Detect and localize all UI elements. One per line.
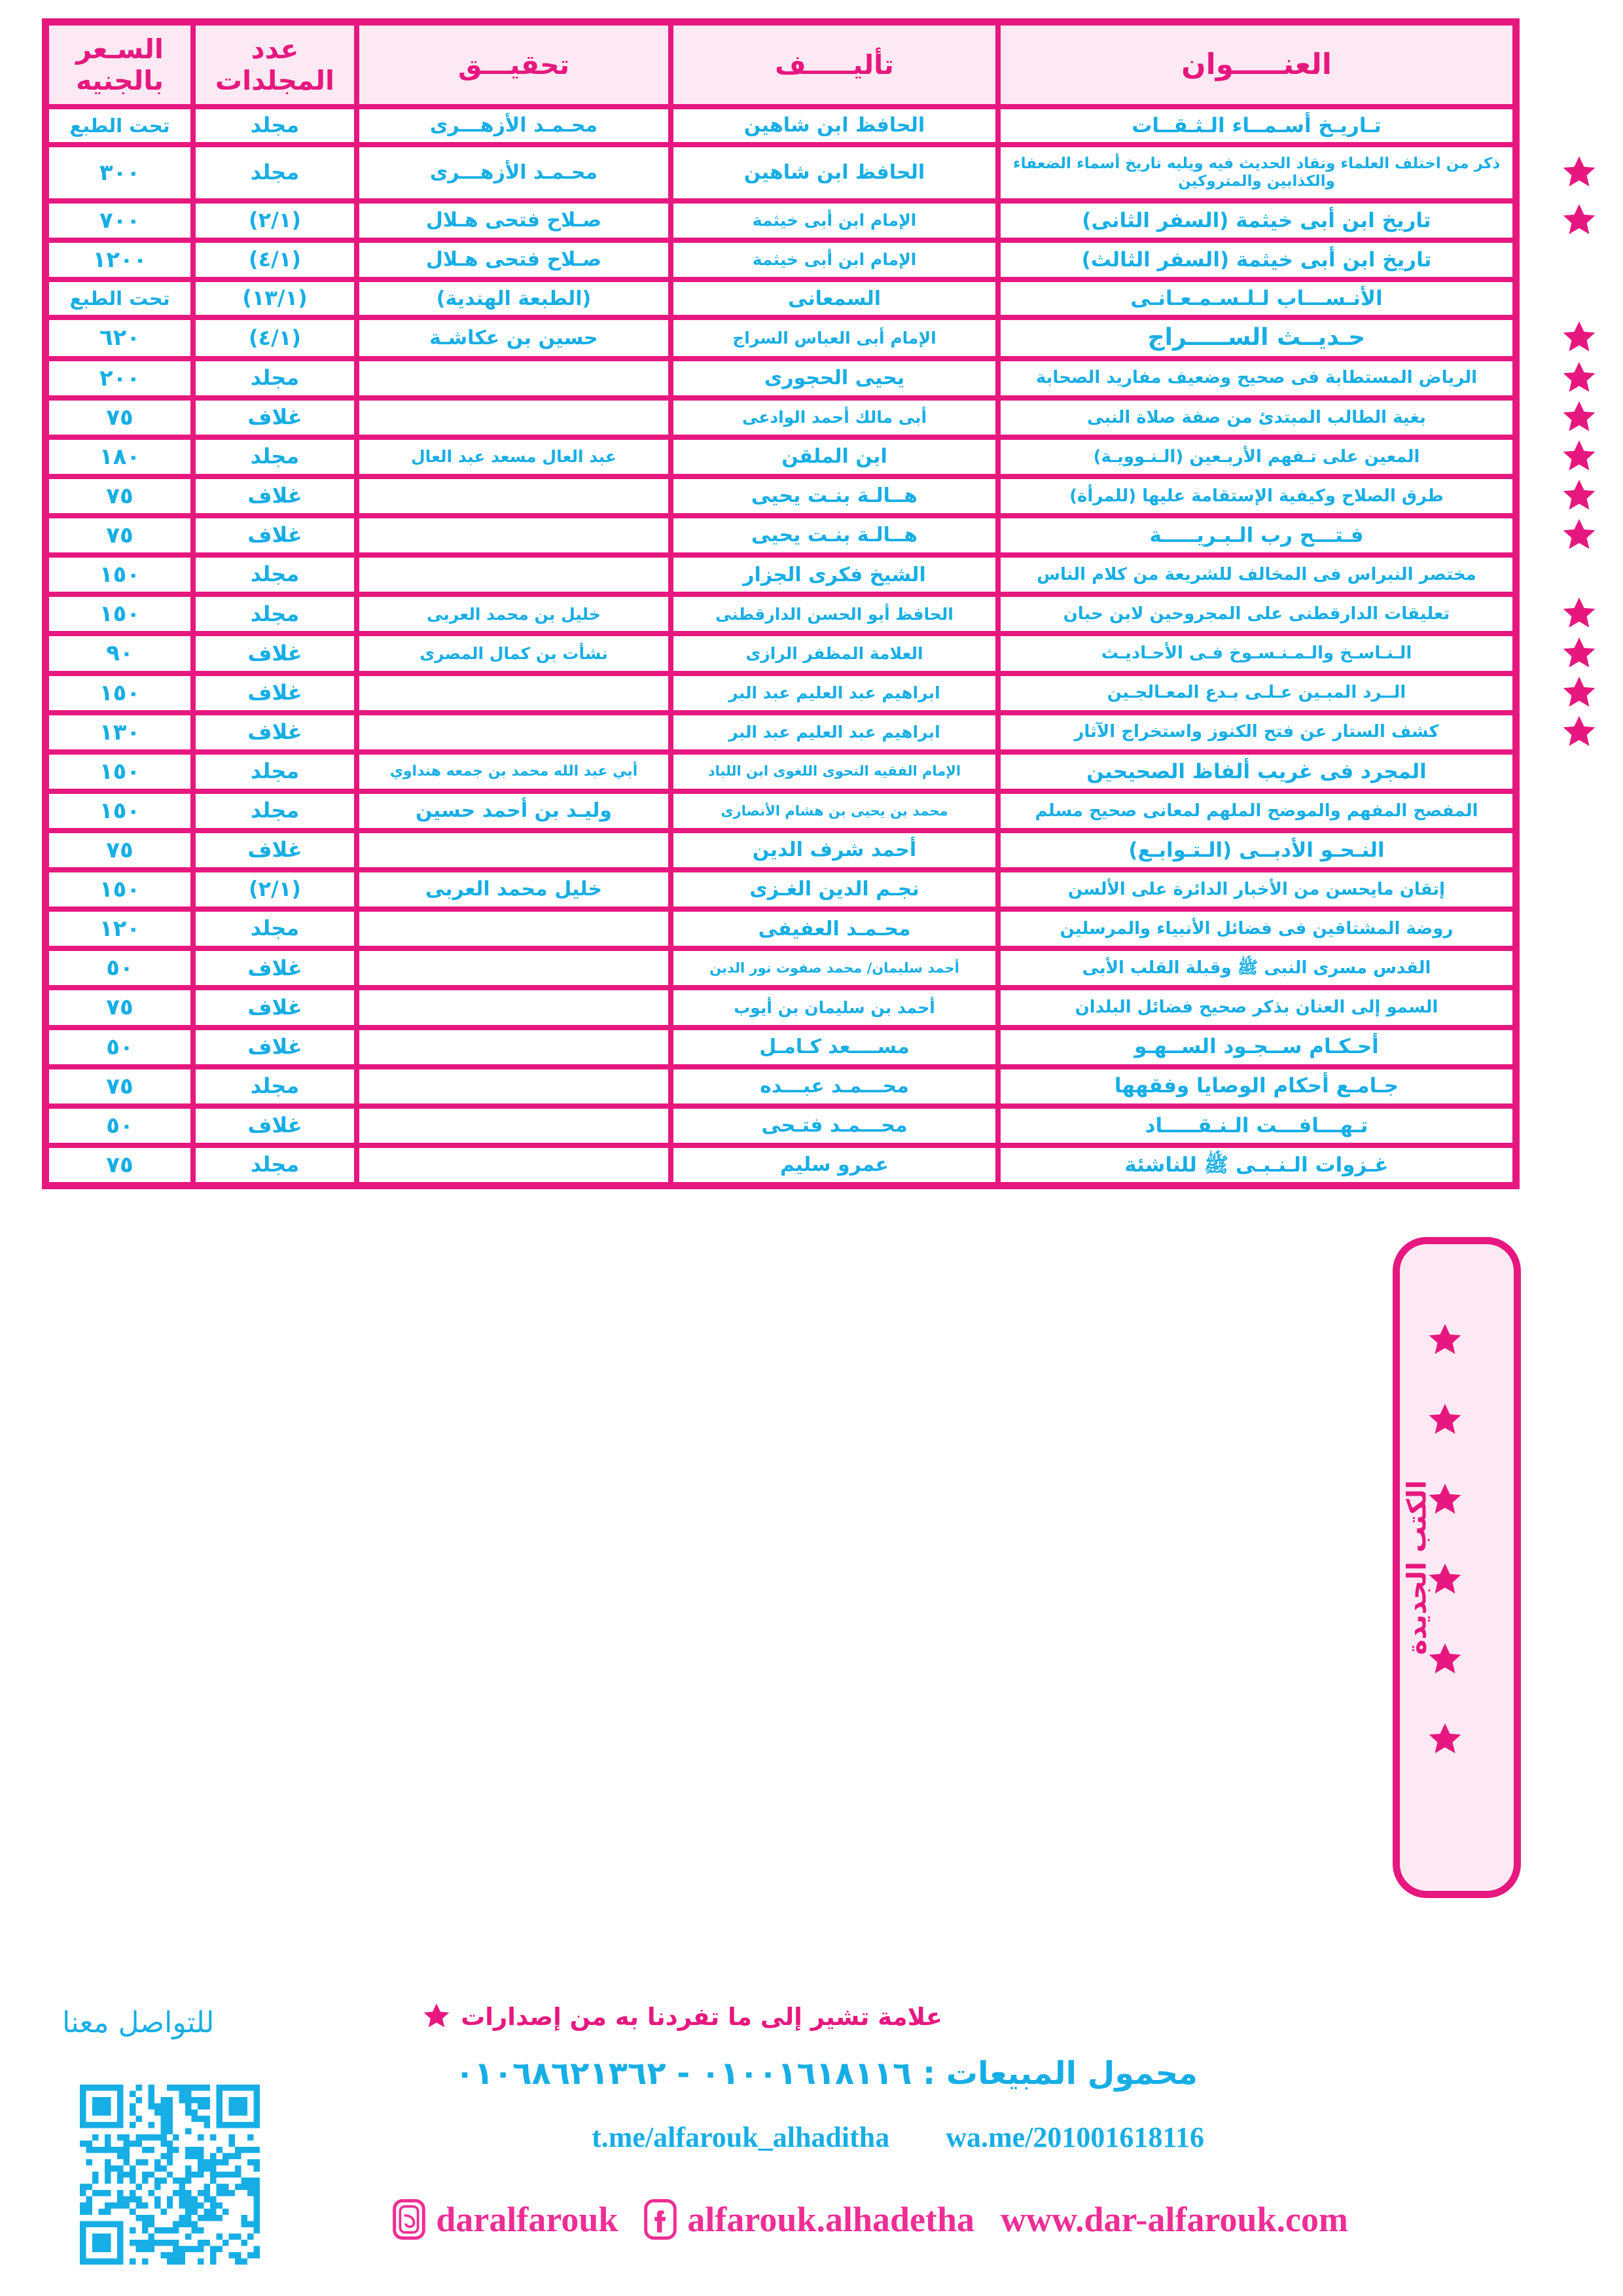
cell-price: ٧٥ — [46, 831, 193, 870]
star-marker — [1560, 713, 1598, 751]
cell-author: هــالـة بنـت يحيى — [671, 476, 998, 516]
cell-volumes: (٤/١) — [193, 317, 357, 358]
cell-price: ٧٥ — [46, 1145, 193, 1185]
cell-price: ٧٥ — [46, 988, 193, 1027]
table-header — [46, 23, 1515, 107]
table-row — [46, 1106, 1515, 1145]
cell-title: إتقان مايحسن من الأخبار الدائرة على الألسن — [998, 870, 1515, 909]
cell-editor — [357, 988, 671, 1027]
cell-author: ابن الملقن — [671, 437, 998, 476]
cell-editor: أبي عبد الله محمد بن جمعه هنداوي — [357, 752, 671, 791]
cell-title: تـاريـخ أسـمــاء الـثـقــات — [998, 107, 1515, 145]
cell-author: الإمام الفقيه النحوى اللغوى ابن اللباد — [671, 752, 998, 791]
table-row — [46, 831, 1515, 870]
cell-title: غـزوات الـنـبـى ﷺ للناشئة — [998, 1145, 1515, 1185]
star-marker — [1560, 516, 1598, 554]
cell-title: فـتـــح رب الـبـريـــــة — [998, 516, 1515, 555]
cell-volumes: (٢/١) — [193, 201, 357, 240]
star-marker — [1426, 1481, 1464, 1519]
cell-title: تـهـــافـــت الـنـقـــــاد — [998, 1106, 1515, 1145]
cell-volumes: غلاف — [193, 713, 357, 752]
cell-editor — [357, 359, 671, 398]
table-row — [46, 398, 1515, 437]
table-row — [46, 948, 1515, 988]
cell-volumes: مجلد — [193, 594, 357, 634]
star-marker — [1560, 674, 1598, 712]
cell-author: يحيى الحجورى — [671, 359, 998, 398]
cell-editor: محـمـد الأزهـــرى — [357, 107, 671, 145]
cell-title: بغية الطالب المبتدئ من صفة صلاة النبى — [998, 398, 1515, 437]
table-body — [46, 107, 1515, 1185]
cell-editor — [357, 476, 671, 516]
column-header-editor: تحقيـــق — [357, 23, 671, 107]
cell-author: أبى مالك أحمد الوادعى — [671, 398, 998, 437]
table-row — [46, 240, 1515, 279]
cell-title: المجرد فى غريب ألفاظ الصحيحين — [998, 752, 1515, 791]
cell-volumes: مجلد — [193, 437, 357, 476]
table-row — [46, 317, 1515, 358]
star-marker — [1560, 359, 1598, 397]
column-header-volumes: عدد المجلدات — [193, 23, 357, 107]
cell-volumes: مجلد — [193, 752, 357, 791]
cell-price: ٩٠ — [46, 634, 193, 673]
cell-price: ٥٠ — [46, 1028, 193, 1067]
cell-editor — [357, 948, 671, 988]
star-marker — [1560, 635, 1598, 673]
cell-volumes: مجلد — [193, 1067, 357, 1106]
cell-price: ٧٥ — [46, 516, 193, 555]
cell-title: جـامـع أحكام الوصايا وفقهها — [998, 1067, 1515, 1106]
cell-price: ٧٥ — [46, 1067, 193, 1106]
cell-author: الحافظ أبو الحسن الدارقطنى — [671, 594, 998, 634]
table-row — [46, 1145, 1515, 1185]
cell-price: ١٥٠ — [46, 555, 193, 594]
cell-editor: عبد العال مسعد عبد العال — [357, 437, 671, 476]
cell-editor — [357, 1067, 671, 1106]
cell-volumes: مجلد — [193, 1145, 357, 1185]
table-row — [46, 279, 1515, 317]
cell-volumes: غلاف — [193, 988, 357, 1027]
cell-editor: حسين بن عكاشـة — [357, 317, 671, 358]
sales-phone-numbers: محمول المبيعات : ٠١٠٠١٦١٨١١٦ - ٠١٠٦٨٦٢١٣٦٢ — [455, 2055, 1198, 2092]
star-marker — [1426, 1401, 1464, 1439]
cell-price: ٢٠٠ — [46, 359, 193, 398]
cell-editor: صـلاح فتحى هـلال — [357, 240, 671, 279]
star-marker — [1426, 1641, 1464, 1679]
cell-price: ٧٠٠ — [46, 201, 193, 240]
column-header-author: تأليـــــف — [671, 23, 998, 107]
cell-author: نجـم الدين الغـزى — [671, 870, 998, 909]
cell-price: ٥٠ — [46, 1106, 193, 1145]
cell-price: ١٣٠ — [46, 713, 193, 752]
cell-author: محـمـد العفيفى — [671, 909, 998, 948]
cell-title: المفصح المفهم والموضح الملهم لمعانى صحيح مسلم — [998, 791, 1515, 831]
cell-price: ١٥٠ — [46, 594, 193, 634]
cell-author: الإمام ابن أبى خيثمة — [671, 201, 998, 240]
cell-author: محمد بن يحيى بن هشام الأنصارى — [671, 791, 998, 831]
cell-title: روضة المشتاقين فى فضائل الأنبياء والمرسلين — [998, 909, 1515, 948]
cell-volumes: غلاف — [193, 398, 357, 437]
table-row — [46, 145, 1515, 201]
cell-volumes: (٤/١) — [193, 240, 357, 279]
cell-editor — [357, 1145, 671, 1185]
cell-volumes: مجلد — [193, 909, 357, 948]
cell-editor — [357, 713, 671, 752]
cell-title: مختصر النبراس فى المخالف للشريعة من كلام الناس — [998, 555, 1515, 594]
new-books-highlight-box — [1393, 1237, 1521, 1898]
twitter-icon — [393, 2199, 425, 2240]
contact-us-label: للتواصل معنا — [62, 2006, 215, 2039]
star-marker — [1560, 202, 1598, 240]
star-marker — [1426, 1321, 1464, 1359]
cell-title: الأنـســـاب لـلـسـمـعـانـى — [998, 279, 1515, 317]
table-row — [46, 516, 1515, 555]
twitter-handle: daralfarouk — [436, 2200, 618, 2239]
header-row — [46, 23, 1515, 107]
cell-title: المعين على تـفهم الأربـعين (الـنـوويـة) — [998, 437, 1515, 476]
table-row — [46, 476, 1515, 516]
facebook-chip[interactable] — [644, 2199, 974, 2240]
social-links-row — [393, 2199, 1348, 2240]
cell-editor — [357, 516, 671, 555]
star-marker — [1560, 319, 1598, 357]
whatsapp-link[interactable]: wa.me/201001618116 — [946, 2121, 1204, 2153]
cell-price: ١٥٠ — [46, 870, 193, 909]
facebook-icon — [644, 2199, 677, 2240]
facebook-handle: alfarouk.alhadetha — [687, 2200, 975, 2239]
column-header-price: السـعر بالجنيه — [46, 23, 193, 107]
cell-author: عمرو سليم — [671, 1145, 998, 1185]
cell-price: تحت الطبع — [46, 279, 193, 317]
table-row — [46, 870, 1515, 909]
cell-volumes: (١٣/١) — [193, 279, 357, 317]
qr-code-image — [80, 2085, 260, 2265]
cell-title: حـديــث الســـــراج — [998, 317, 1515, 358]
cell-price: ١٢٠٠ — [46, 240, 193, 279]
qr-code[interactable] — [80, 2085, 260, 2265]
cell-title: الـنـاسـخ والـمـنـسـوخ فـى الأحـاديـث — [998, 634, 1515, 673]
star-icon — [421, 2001, 452, 2032]
cell-author: أحمد بن سليمان بن أيوب — [671, 988, 998, 1027]
table-row — [46, 1067, 1515, 1106]
cell-author: أحمد سليمان/ محمد صفوت نور الدين — [671, 948, 998, 988]
cell-editor — [357, 1028, 671, 1067]
cell-volumes: غلاف — [193, 948, 357, 988]
star-marker — [1560, 477, 1598, 515]
new-books-label: الكتب الجديدة — [1402, 1480, 1433, 1655]
table-row — [46, 988, 1515, 1027]
cell-price: ٧٥ — [46, 398, 193, 437]
table-row — [46, 437, 1515, 476]
website-link[interactable]: www.dar-alfarouk.com — [1001, 2200, 1348, 2239]
cell-editor — [357, 1106, 671, 1145]
table-row — [46, 201, 1515, 240]
table-row — [46, 594, 1515, 634]
cell-editor: خليل بن محمد العربى — [357, 594, 671, 634]
cell-price: تحت الطبع — [46, 107, 193, 145]
cell-editor: محـمـد الأزهـــرى — [357, 145, 671, 201]
cell-author: الإمام أبى العباس السراج — [671, 317, 998, 358]
cell-title: النـحـو الأدبــى (الـتـوابـع) — [998, 831, 1515, 870]
table-row — [46, 107, 1515, 145]
cell-editor: صـلاح فتحى هـلال — [357, 201, 671, 240]
cell-volumes: مجلد — [193, 555, 357, 594]
star-marker — [1560, 595, 1598, 633]
cell-author: محـــمـد فتـحى — [671, 1106, 998, 1145]
cell-editor — [357, 831, 671, 870]
table-row — [46, 359, 1515, 398]
cell-volumes: مجلد — [193, 107, 357, 145]
new-books-star-list — [1417, 1321, 1464, 1801]
cell-volumes: غلاف — [193, 476, 357, 516]
cell-author: أحمد شرف الدين — [671, 831, 998, 870]
star-marker — [1560, 399, 1598, 437]
table-row — [46, 1028, 1515, 1067]
cell-editor — [357, 673, 671, 713]
cell-volumes: مجلد — [193, 145, 357, 201]
table-row — [46, 791, 1515, 831]
star-marker — [1560, 154, 1598, 192]
cell-title: طرق الصلاح وكيفية الإستقامة عليها (للمرأة) — [998, 476, 1515, 516]
table-row — [46, 713, 1515, 752]
cell-title: القدس مسرى النبى ﷺ وقبلة القلب الأبى — [998, 948, 1515, 988]
cell-price: ١٥٠ — [46, 673, 193, 713]
cell-title: تعليقات الدارقطنى على المجروحين لابن حبان — [998, 594, 1515, 634]
table-row — [46, 634, 1515, 673]
cell-price: ٧٥ — [46, 476, 193, 516]
cell-title: ذكر من اختلف العلماء ونقاد الحديث فيه ويليه تاريخ أسماء الضعفاء والكذابين والمتروكين — [998, 145, 1515, 201]
telegram-link[interactable]: t.me/alfarouk_alhaditha — [592, 2121, 890, 2153]
cell-volumes: مجلد — [193, 359, 357, 398]
legend-text: علامة تشير إلى ما تفردنا به من إصدارات — [461, 2002, 942, 2031]
cell-title: تاريخ ابن أبى خيثمة (السفر الثالث) — [998, 240, 1515, 279]
cell-title: كشف الستار عن فتح الكنوز واستخراج الآثار — [998, 713, 1515, 752]
cell-price: ١٥٠ — [46, 752, 193, 791]
cell-volumes: غلاف — [193, 516, 357, 555]
cell-author: الشيخ فكرى الجزار — [671, 555, 998, 594]
cell-volumes: غلاف — [193, 673, 357, 713]
cell-title: السمو إلى العنان بذكر صحيح فضائل البلدان — [998, 988, 1515, 1027]
cell-volumes: غلاف — [193, 1028, 357, 1067]
cell-author: الحافظ ابن شاهين — [671, 107, 998, 145]
cell-editor — [357, 555, 671, 594]
cell-author: السمعانى — [671, 279, 998, 317]
table-row — [46, 752, 1515, 791]
cell-author: العلامة المظفر الرازى — [671, 634, 998, 673]
cell-author: الحافظ ابن شاهين — [671, 145, 998, 201]
cell-author: محـــمـد عبـــده — [671, 1067, 998, 1106]
catalog-table-wrapper — [51, 18, 1520, 1189]
cell-editor — [357, 909, 671, 948]
cell-volumes: غلاف — [193, 1106, 357, 1145]
cell-editor — [357, 398, 671, 437]
cell-price: ١٢٠ — [46, 909, 193, 948]
cell-author: الإمام ابن أبى خيثمة — [671, 240, 998, 279]
cell-volumes: غلاف — [193, 634, 357, 673]
cell-author: مســــعد كـامـل — [671, 1028, 998, 1067]
cell-price: ١٥٠ — [46, 791, 193, 831]
messaging-links-row — [592, 2121, 1204, 2154]
cell-price: ١٨٠ — [46, 437, 193, 476]
cell-price: ٥٠ — [46, 948, 193, 988]
twitter-chip[interactable] — [393, 2199, 618, 2240]
cell-price: ٣٠٠ — [46, 145, 193, 201]
cell-title: الــرد المبـين عـلـى بـدع المعـالجـين — [998, 673, 1515, 713]
table-row — [46, 673, 1515, 713]
table-row — [46, 909, 1515, 948]
cell-author: ابراهيم عبد العليم عبد البر — [671, 673, 998, 713]
table-row — [46, 555, 1515, 594]
cell-editor: نشأت بن كمال المصرى — [357, 634, 671, 673]
star-legend — [421, 2001, 942, 2032]
cell-title: أحـكـام ســجـود الســهـو — [998, 1028, 1515, 1067]
cell-title: تاريخ ابن أبى خيثمة (السفر الثانى) — [998, 201, 1515, 240]
cell-editor: (الطبعة الهندية) — [357, 279, 671, 317]
cell-author: هــالـة بنـت يحيى — [671, 516, 998, 555]
cell-volumes: مجلد — [193, 791, 357, 831]
cell-author: ابراهيم عبد العليم عبد البر — [671, 713, 998, 752]
catalog-table — [42, 18, 1520, 1189]
cell-editor: وليـد بن أحمد حسين — [357, 791, 671, 831]
cell-price: ٦٢٠ — [46, 317, 193, 358]
column-header-title: العنـــــوان — [998, 23, 1515, 107]
star-marker — [1426, 1721, 1464, 1759]
cell-volumes: غلاف — [193, 831, 357, 870]
cell-volumes: (٢/١) — [193, 870, 357, 909]
cell-editor: خليل محمد العربى — [357, 870, 671, 909]
star-marker — [1560, 438, 1598, 476]
cell-title: الرياض المستطابة فى صحيح وضعيف مفاريد الصحابة — [998, 359, 1515, 398]
star-marker — [1426, 1561, 1464, 1599]
